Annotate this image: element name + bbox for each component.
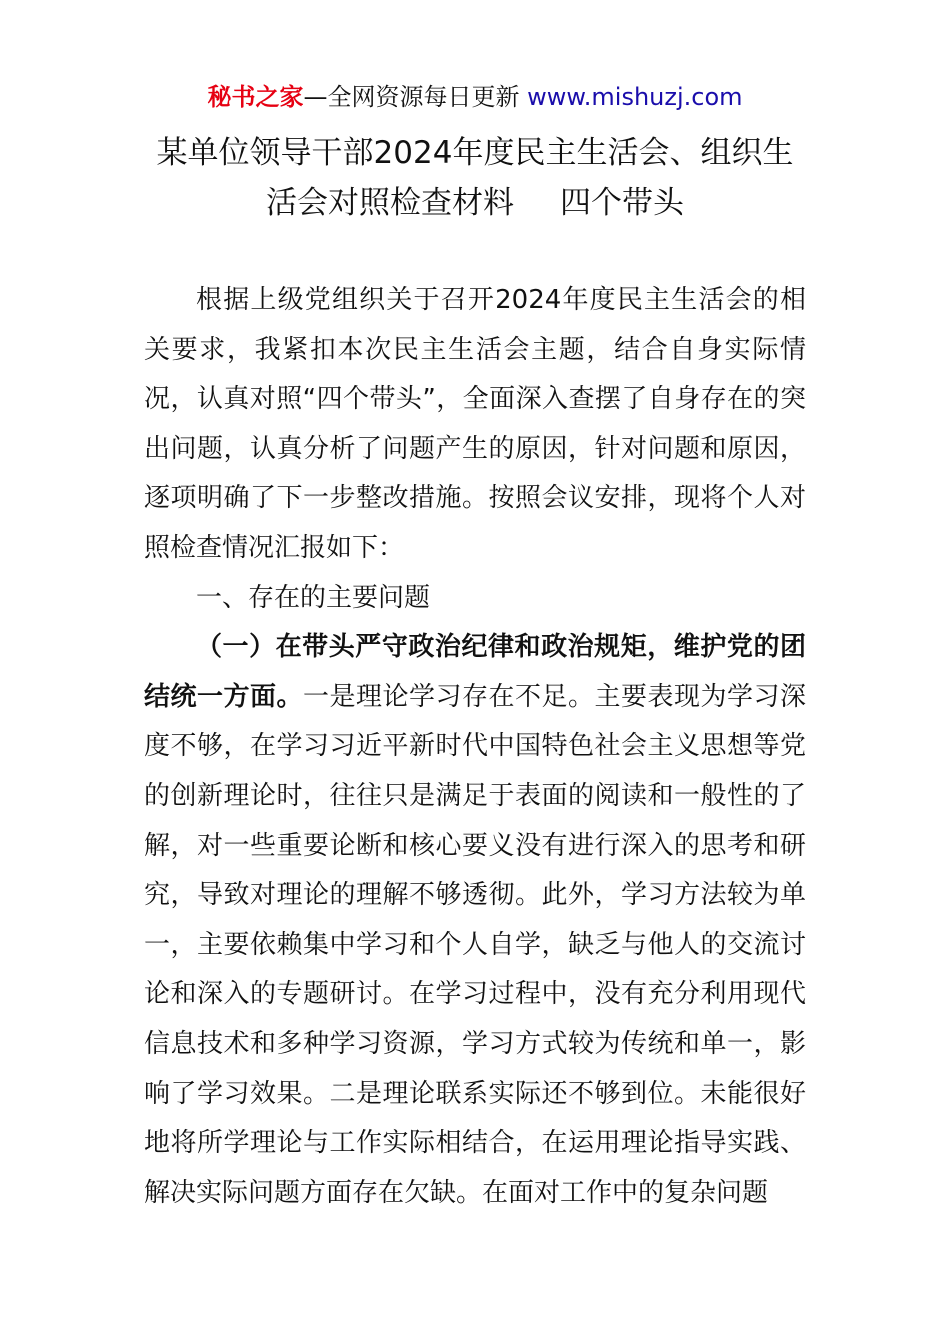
title-line-2-main: 活会对照检查材料 [266, 185, 514, 221]
intro-paragraph: 根据上级党组织关于召开2024年度民主生活会的相关要求，我紧扣本次民主生活会主题，结合自身实际情况，认真对照“四个带头”，全面深入查摆了自身存在的突出问题，认真分析了问题产生的原因，针对问题和原因，逐项明确了下一步整改措施。按照会议安排，现将个人对照检查情况汇报如下： [144, 285, 806, 563]
title-line-2-suffix: 四个带头 [560, 185, 684, 221]
document-body [144, 276, 806, 1218]
section-heading: 一、存在的主要问题 [196, 582, 431, 613]
site-tagline: —全网资源每日更新 [303, 83, 520, 111]
document-title [120, 128, 830, 228]
title-line-2 [120, 178, 830, 228]
site-header [0, 80, 950, 114]
subsection-text: 一是理论学习存在不足。主要表现为学习深度不够，在学习习近平新时代中国特色社会主义思想等党的创新理论时，往往只是满足于表面的阅读和一般性的了解，对一些重要论断和核心要义没有进行深入的思考和研究，导致对理论的理解不够透彻。此外，学习方法较为单一，主要依赖集中学习和个人自学，缺乏与他人的交流讨论和深入的专题研讨。在学习过程中，没有充分利用现代信息技术和多种学习资源，学习方式较为传统和单一，影响了学习效果。二是理论联系实际还不够到位。未能很好地将所学理论与工作实际相结合，在运用理论指导实践、解决实际问题方面存在欠缺。在面对工作中的复杂问题 [144, 681, 806, 1208]
subsection-paragraph [144, 623, 806, 1218]
site-url-link[interactable]: www.mishuzj.com [527, 83, 743, 111]
title-line-1: 某单位领导干部2024年度民主生活会、组织生 [156, 135, 794, 171]
site-brand: 秘书之家 [207, 83, 304, 111]
subsection-heading: （一）在带头严守政治纪律和政治规矩，维护党的团结统一方面。 [144, 632, 806, 712]
